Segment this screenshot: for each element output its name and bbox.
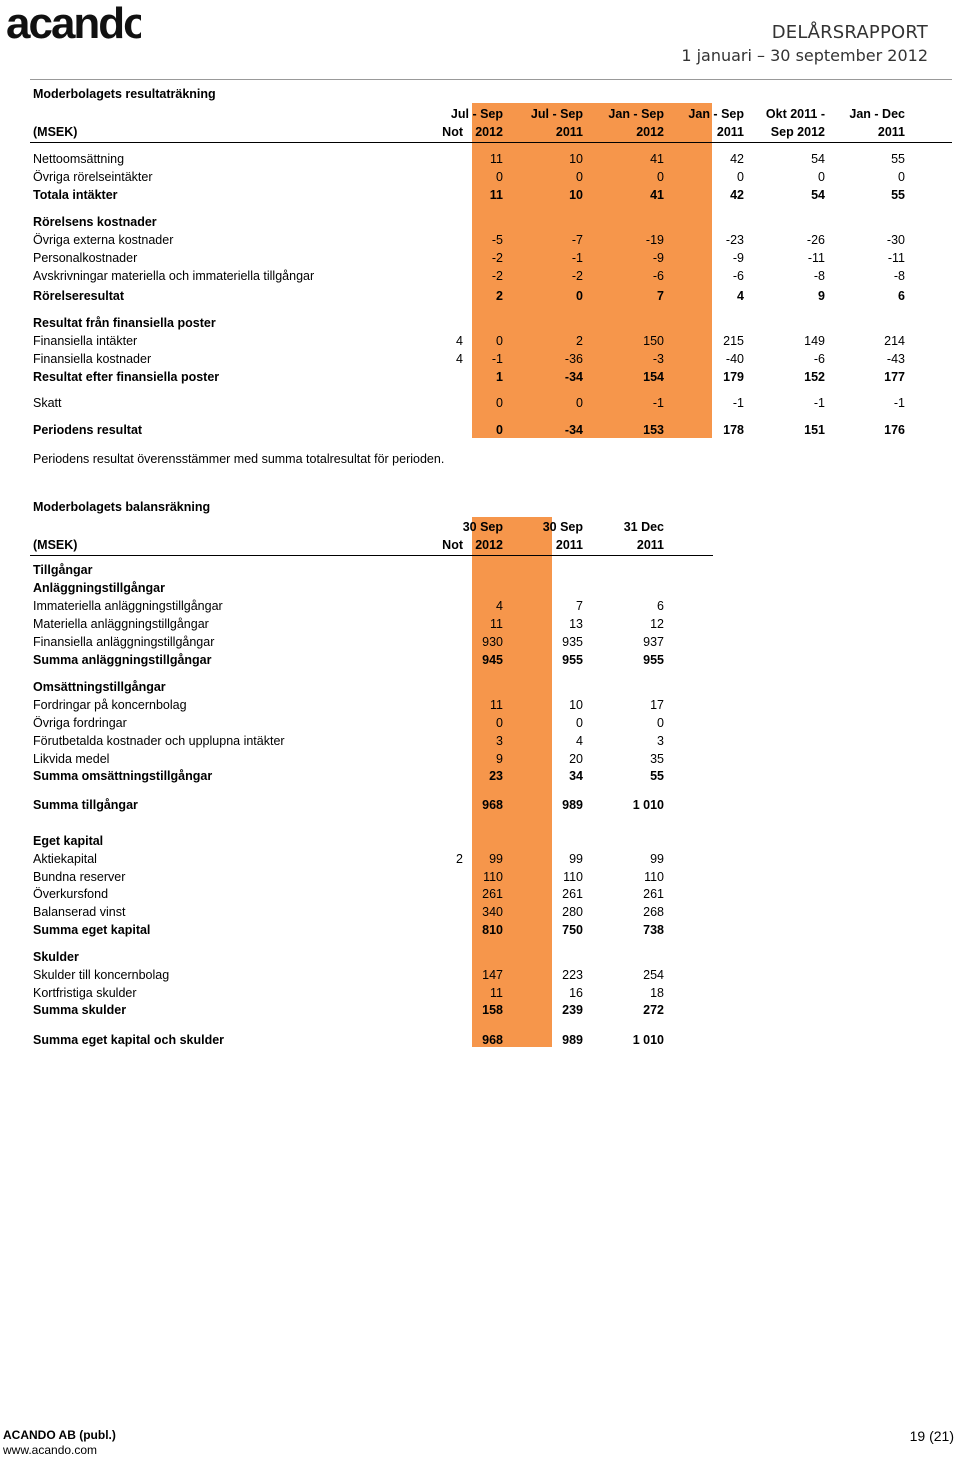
row-value: 214 xyxy=(884,334,905,348)
row-label: Immateriella anläggningstillgångar xyxy=(33,599,223,613)
table-row xyxy=(33,796,960,814)
row-value: 99 xyxy=(489,852,503,866)
row-value: 254 xyxy=(643,968,664,982)
row-value: 0 xyxy=(576,170,583,184)
row-value: 23 xyxy=(489,769,503,783)
row-label: Avskrivningar materiella och immateriella tillgångar xyxy=(33,269,315,283)
table-row xyxy=(33,168,960,186)
row-value: 261 xyxy=(562,887,583,901)
table-row xyxy=(33,579,960,597)
row-value: 17 xyxy=(650,698,664,712)
column-header-top: Okt 2011 - xyxy=(765,107,825,121)
header-underline xyxy=(30,142,952,143)
row-value: 215 xyxy=(723,334,744,348)
header-divider xyxy=(30,79,952,80)
row-value: 272 xyxy=(643,1003,664,1017)
row-label: Övriga fordringar xyxy=(33,716,127,730)
row-label: Rörelsens kostnader xyxy=(33,215,157,229)
row-value: 945 xyxy=(482,653,503,667)
row-label: Bundna reserver xyxy=(33,870,126,884)
row-value: 268 xyxy=(643,905,664,919)
row-value: -9 xyxy=(732,251,744,265)
row-value: -2 xyxy=(491,251,503,265)
row-value: 0 xyxy=(898,170,905,184)
table-row xyxy=(33,249,960,267)
row-label: Personalkostnader xyxy=(33,251,138,265)
row-value: -6 xyxy=(732,269,744,283)
row-value: -7 xyxy=(571,233,583,247)
row-value: 2 xyxy=(576,334,583,348)
row-value: 223 xyxy=(562,968,583,982)
row-label: Överkursfond xyxy=(33,887,109,901)
row-value: 0 xyxy=(576,289,583,303)
row-value: 10 xyxy=(569,698,583,712)
row-value: 0 xyxy=(657,170,664,184)
table-row xyxy=(33,186,960,204)
table-row xyxy=(33,633,960,651)
row-value: 151 xyxy=(804,423,825,437)
row-value: 42 xyxy=(730,188,744,202)
column-header-top: Jul - Sep xyxy=(530,107,583,121)
row-value: 179 xyxy=(723,370,744,384)
row-value: 158 xyxy=(482,1003,503,1017)
row-value: -26 xyxy=(806,233,825,247)
table-row xyxy=(33,314,960,332)
row-value: 34 xyxy=(569,769,583,783)
table-row xyxy=(33,1001,960,1019)
row-value: 6 xyxy=(898,289,905,303)
column-header-bottom: Sep 2012 xyxy=(770,125,825,139)
footer-company: ACANDO AB (publ.) xyxy=(3,1428,116,1442)
row-value: 178 xyxy=(723,423,744,437)
row-value: 3 xyxy=(657,734,664,748)
row-value: 18 xyxy=(650,986,664,1000)
table-row xyxy=(33,350,960,368)
row-value: 0 xyxy=(737,170,744,184)
row-label: Summa tillgångar xyxy=(33,798,138,812)
report-title: DELÅRSRAPPORT xyxy=(771,22,928,43)
column-header-bottom: 2011 xyxy=(555,125,583,139)
income-note: Periodens resultat överensstämmer med summa totalresultat för perioden. xyxy=(33,452,445,466)
table-row xyxy=(33,332,960,350)
row-value: 20 xyxy=(569,752,583,766)
unit-label: (MSEK) xyxy=(33,125,78,139)
svg-text:acando: acando xyxy=(6,2,141,42)
row-label: Nettoomsättning xyxy=(33,152,125,166)
column-header-top: 30 Sep xyxy=(462,520,503,534)
row-value: 0 xyxy=(496,334,503,348)
row-value: 150 xyxy=(643,334,664,348)
column-header-bottom: 2011 xyxy=(636,538,664,552)
row-value: 0 xyxy=(818,170,825,184)
table-row xyxy=(33,966,960,984)
column-header-bottom: 2011 xyxy=(555,538,583,552)
row-note-ref: 4 xyxy=(456,334,463,348)
row-label: Eget kapital xyxy=(33,834,104,848)
column-header-top: Jul - Sep xyxy=(450,107,503,121)
row-value: 0 xyxy=(496,716,503,730)
table-row xyxy=(33,984,960,1002)
table-row xyxy=(33,885,960,903)
row-value: -5 xyxy=(491,233,503,247)
table-row xyxy=(33,368,960,386)
row-value: 41 xyxy=(650,188,664,202)
row-label: Omsättningstillgångar xyxy=(33,680,166,694)
row-value: 955 xyxy=(562,653,583,667)
column-header-bottom: 2012 xyxy=(475,538,503,552)
column-header-top: Jan - Sep xyxy=(608,107,664,121)
row-value: 10 xyxy=(569,188,583,202)
row-note-ref: 4 xyxy=(456,352,463,366)
column-header-bottom: 2012 xyxy=(636,125,664,139)
row-label: Finansiella kostnader xyxy=(33,352,152,366)
row-label: Periodens resultat xyxy=(33,423,143,437)
row-value: 11 xyxy=(490,152,503,166)
row-value: 937 xyxy=(643,635,664,649)
table-row xyxy=(33,948,960,966)
row-value: 99 xyxy=(650,852,664,866)
table-row xyxy=(33,832,960,850)
column-header-top: Jan - Dec xyxy=(849,107,905,121)
table-row xyxy=(33,714,960,732)
row-value: -40 xyxy=(725,352,744,366)
row-value: -36 xyxy=(564,352,583,366)
row-value: 968 xyxy=(482,1033,503,1047)
row-label: Totala intäkter xyxy=(33,188,118,202)
table-row xyxy=(33,421,960,439)
row-label: Materiella anläggningstillgångar xyxy=(33,617,209,631)
row-value: 55 xyxy=(650,769,664,783)
row-value: 6 xyxy=(657,599,664,613)
unit-label: (MSEK) xyxy=(33,538,78,552)
column-header-bottom: 2011 xyxy=(716,125,744,139)
row-value: 0 xyxy=(496,396,503,410)
row-value: -1 xyxy=(732,396,744,410)
row-label: Anläggningstillgångar xyxy=(33,581,165,595)
row-label: Summa omsättningstillgångar xyxy=(33,769,213,783)
row-value: -1 xyxy=(491,352,503,366)
row-value: -11 xyxy=(887,251,905,265)
table-row xyxy=(33,597,960,615)
table-row xyxy=(33,696,960,714)
row-label: Skulder xyxy=(33,950,79,964)
column-header-bottom: 2011 xyxy=(877,125,905,139)
row-value: 153 xyxy=(643,423,664,437)
header-underline xyxy=(30,555,713,556)
row-value: 55 xyxy=(891,152,905,166)
row-value: 750 xyxy=(562,923,583,937)
row-value: -30 xyxy=(886,233,905,247)
row-label: Övriga rörelseintäkter xyxy=(33,170,153,184)
row-value: -1 xyxy=(813,396,825,410)
row-value: -34 xyxy=(564,423,583,437)
table-row xyxy=(33,651,960,669)
row-value: 0 xyxy=(576,716,583,730)
table-row xyxy=(33,678,960,696)
row-value: -43 xyxy=(886,352,905,366)
row-value: 2 xyxy=(496,289,503,303)
not-header: Not xyxy=(442,125,463,139)
row-value: 1 010 xyxy=(632,798,664,812)
row-value: -34 xyxy=(564,370,583,384)
row-label: Kortfristiga skulder xyxy=(33,986,137,1000)
row-label: Fordringar på koncernbolag xyxy=(33,698,187,712)
row-value: 810 xyxy=(482,923,503,937)
row-value: -2 xyxy=(571,269,583,283)
row-value: -1 xyxy=(893,396,905,410)
acando-logo xyxy=(6,2,141,47)
row-value: 989 xyxy=(562,1033,583,1047)
row-label: Balanserad vinst xyxy=(33,905,126,919)
table-row xyxy=(33,615,960,633)
row-value: 4 xyxy=(496,599,503,613)
row-value: 42 xyxy=(730,152,744,166)
row-label: Skatt xyxy=(33,396,62,410)
row-value: 41 xyxy=(650,152,664,166)
row-value: 4 xyxy=(737,289,744,303)
row-value: 738 xyxy=(643,923,664,937)
table-row xyxy=(33,231,960,249)
row-value: 11 xyxy=(490,986,503,1000)
row-value: 35 xyxy=(650,752,664,766)
row-value: 11 xyxy=(490,698,503,712)
row-value: 9 xyxy=(496,752,503,766)
row-value: 110 xyxy=(563,870,583,884)
row-label: Övriga externa kostnader xyxy=(33,233,174,247)
row-value: 13 xyxy=(569,617,583,631)
row-value: -1 xyxy=(652,396,664,410)
row-value: -6 xyxy=(813,352,825,366)
row-value: 9 xyxy=(818,289,825,303)
table-row xyxy=(33,868,960,886)
row-value: 16 xyxy=(569,986,583,1000)
row-value: 261 xyxy=(643,887,664,901)
row-value: -11 xyxy=(807,251,825,265)
row-value: 7 xyxy=(576,599,583,613)
table-row xyxy=(33,561,960,579)
table-row xyxy=(33,767,960,785)
report-period: 1 januari – 30 september 2012 xyxy=(681,46,928,65)
row-label: Summa skulder xyxy=(33,1003,127,1017)
row-value: 0 xyxy=(496,170,503,184)
row-label: Summa anläggningstillgångar xyxy=(33,653,212,667)
row-value: 54 xyxy=(811,152,825,166)
row-value: 54 xyxy=(811,188,825,202)
row-label: Summa eget kapital xyxy=(33,923,151,937)
row-value: 0 xyxy=(496,423,503,437)
row-value: 0 xyxy=(576,396,583,410)
footer-website[interactable]: www.acando.com xyxy=(3,1443,98,1457)
column-header-bottom: 2012 xyxy=(475,125,503,139)
row-value: 261 xyxy=(482,887,503,901)
row-value: -23 xyxy=(725,233,744,247)
row-value: 152 xyxy=(804,370,825,384)
row-value: 989 xyxy=(562,798,583,812)
column-header-top: 31 Dec xyxy=(623,520,664,534)
row-value: 11 xyxy=(489,188,503,202)
income-title: Moderbolagets resultaträkning xyxy=(33,87,216,101)
not-header: Not xyxy=(442,538,463,552)
row-value: -9 xyxy=(652,251,664,265)
row-label: Finansiella intäkter xyxy=(33,334,138,348)
row-label: Aktiekapital xyxy=(33,852,97,866)
row-value: 239 xyxy=(562,1003,583,1017)
row-value: 955 xyxy=(643,653,664,667)
table-row xyxy=(33,213,960,231)
table-row xyxy=(33,732,960,750)
row-value: 4 xyxy=(576,734,583,748)
row-value: 7 xyxy=(657,289,664,303)
table-row xyxy=(33,394,960,412)
row-value: -2 xyxy=(491,269,503,283)
row-value: -19 xyxy=(645,233,664,247)
row-note-ref: 2 xyxy=(456,852,463,866)
row-label: Rörelseresultat xyxy=(33,289,125,303)
row-value: 930 xyxy=(482,635,503,649)
row-value: 340 xyxy=(482,905,503,919)
table-row xyxy=(33,750,960,768)
row-value: 1 xyxy=(496,370,503,384)
row-label: Likvida medel xyxy=(33,752,110,766)
table-row xyxy=(33,903,960,921)
row-value: 149 xyxy=(804,334,825,348)
row-value: 3 xyxy=(496,734,503,748)
row-value: -8 xyxy=(813,269,825,283)
row-value: 1 010 xyxy=(632,1033,664,1047)
row-label: Summa eget kapital och skulder xyxy=(33,1033,225,1047)
row-value: -1 xyxy=(571,251,583,265)
row-label: Skulder till koncernbolag xyxy=(33,968,170,982)
row-value: 176 xyxy=(884,423,905,437)
row-value: 110 xyxy=(483,870,503,884)
column-header-top: 30 Sep xyxy=(542,520,583,534)
row-value: 177 xyxy=(884,370,905,384)
table-row xyxy=(33,921,960,939)
row-value: 968 xyxy=(482,798,503,812)
row-value: -6 xyxy=(652,269,664,283)
row-value: 280 xyxy=(562,905,583,919)
table-row xyxy=(33,1031,960,1049)
row-value: 0 xyxy=(657,716,664,730)
row-label: Finansiella anläggningstillgångar xyxy=(33,635,215,649)
table-row xyxy=(33,267,960,285)
row-label: Resultat från finansiella poster xyxy=(33,316,216,330)
row-value: 55 xyxy=(891,188,905,202)
balance-title: Moderbolagets balansräkning xyxy=(33,500,211,514)
table-row xyxy=(33,150,960,168)
table-row xyxy=(33,287,960,305)
row-label: Resultat efter finansiella poster xyxy=(33,370,220,384)
row-value: 10 xyxy=(569,152,583,166)
row-value: 12 xyxy=(650,617,664,631)
table-row xyxy=(33,850,960,868)
row-value: 11 xyxy=(490,617,503,631)
row-value: -8 xyxy=(893,269,905,283)
column-header-top: Jan - Sep xyxy=(688,107,744,121)
row-value: 154 xyxy=(643,370,664,384)
row-value: 99 xyxy=(569,852,583,866)
row-value: 935 xyxy=(562,635,583,649)
row-label: Tillgångar xyxy=(33,563,93,577)
page-number: 19 (21) xyxy=(909,1428,954,1444)
row-value: 110 xyxy=(644,870,664,884)
row-value: -3 xyxy=(652,352,664,366)
row-label: Förutbetalda kostnader och upplupna intäkter xyxy=(33,734,285,748)
row-value: 147 xyxy=(482,968,503,982)
